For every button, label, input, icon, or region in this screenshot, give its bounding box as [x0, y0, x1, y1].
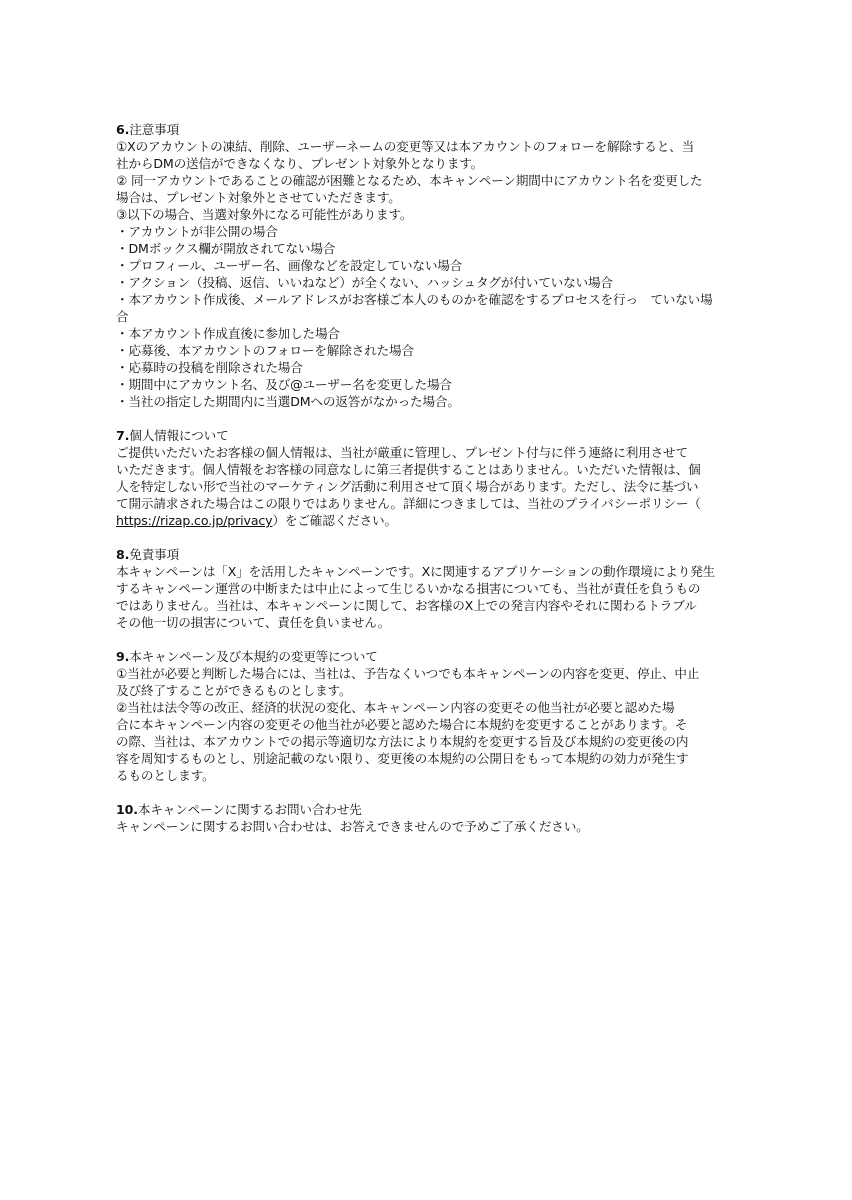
text-line: 社からDMの送信ができなくなり、プレゼント対象外となります。 — [116, 156, 484, 171]
text-line: ③以下の場合、当選対象外になる可能性があります。 — [116, 207, 413, 222]
text-line: るものとします。 — [116, 768, 215, 783]
text-line: 人を特定しない形で当社のマーケティング活動に利用させて頂く場合があります。ただし、法令に基づい — [116, 479, 699, 494]
text-line: いただきます。個人情報をお客様の同意なしに第三者提供することはありません。いただいた情報は、個 — [116, 462, 701, 477]
list-item: ・アカウントが非公開の場合 — [116, 224, 278, 239]
text-line: ② 同一アカウントであることの確認が困難となるため、本キャンペーン期間中にアカウント名を変更した — [116, 173, 703, 188]
privacy-policy-link[interactable]: https://rizap.co.jp/privacy — [116, 513, 273, 528]
text-line: ②当社は法令等の改正、経済的状況の変化、本キャンペーン内容の変更その他当社が必要と認めた場 — [116, 700, 675, 715]
list-item: ・本アカウント作成後、メールアドレスがお客様ご本人のものかを確認をするプロセスを行っ ていない場 — [116, 292, 713, 307]
list-item: ・アクション（投稿、返信、いいねなど）が全くない、ハッシュタグが付いていない場合 — [116, 275, 613, 290]
text-line: キャンペーンに関するお問い合わせは、お答えできませんので予めご了承ください。 — [116, 819, 589, 834]
text-line: 場合は、プレゼント対象外とさせていただきます。 — [116, 190, 401, 205]
text-line: の際、当社は、本アカウントでの掲示等適切な方法により本規約を変更する旨及び本規約の変更後の内 — [116, 734, 689, 749]
section-heading: 9.本キャンペーン及び本規約の変更等について — [116, 649, 378, 664]
text-line: ①Xのアカウントの凍結、削除、ユーザーネームの変更等又は本アカウントのフォローを解除すると、当 — [116, 139, 695, 154]
text-line: 容を周知するものとし、別途記載のない限り、変更後の本規約の公開日をもって本規約の効力が発生す — [116, 751, 689, 766]
section-heading: 8.免責事項 — [116, 547, 180, 562]
section-7-privacy — [116, 427, 740, 529]
list-item: ・当社の指定した期間内に当選DMへの返答がなかった場合。 — [116, 394, 460, 409]
list-item: ・応募時の投稿を削除された場合 — [116, 360, 303, 375]
section-9-changes — [116, 648, 740, 784]
list-item: ・期間中にアカウント名、及び@ユーザー名を変更した場合 — [116, 377, 452, 392]
section-10-contact — [116, 801, 740, 835]
list-item: 合 — [116, 309, 129, 324]
list-item: ・プロフィール、ユーザー名、画像などを設定していない場合 — [116, 258, 463, 273]
text-line: 合に本キャンペーン内容の変更その他当社が必要と認めた場合に本規約を変更することがあります。そ — [116, 717, 688, 732]
section-heading: 7.個人情報について — [116, 428, 229, 443]
list-item: ・本アカウント作成直後に参加した場合 — [116, 326, 340, 341]
text-line: ①当社が必要と判断した場合には、当社は、予告なくいつでも本キャンペーンの内容を変更、停止、中止 — [116, 666, 700, 681]
list-item: ・応募後、本アカウントのフォローを解除された場合 — [116, 343, 414, 358]
text-line: するキャンペーン運営の中断または中止によって生じるいかなる損害についても、当社が責任を負うもの — [116, 581, 701, 596]
list-item: ・DMボックス欄が開放されてない場合 — [116, 241, 336, 256]
text-line: 本キャンペーンは「X」を活用したキャンペーンです。Xに関連するアプリケーションの動作環境により発生 — [116, 564, 716, 579]
text-line: その他一切の損害について、責任を負いません。 — [116, 615, 391, 630]
link-suffix: ）をご確認ください。 — [272, 513, 397, 528]
text-line: 及び終了することができるものとします。 — [116, 683, 352, 698]
text-line: ご提供いただいたお客様の個人情報は、当社が厳重に管理し、プレゼント付与に伴う連絡に利用させて — [116, 445, 688, 460]
text-line: ではありません。当社は、本キャンペーンに関して、お客様のX上での発言内容やそれに関わるトラブル — [116, 598, 697, 613]
section-6-notes — [116, 121, 740, 410]
section-heading: 10.本キャンペーンに関するお問い合わせ先 — [116, 802, 362, 817]
section-heading: 6.注意事項 — [116, 122, 180, 137]
section-8-disclaimer — [116, 546, 740, 631]
document-page — [116, 121, 740, 852]
text-line: て開示請求された場合はこの限りではありません。詳細につきましては、当社のプライバシーポリシー（ — [116, 496, 701, 511]
text-line — [116, 512, 740, 529]
